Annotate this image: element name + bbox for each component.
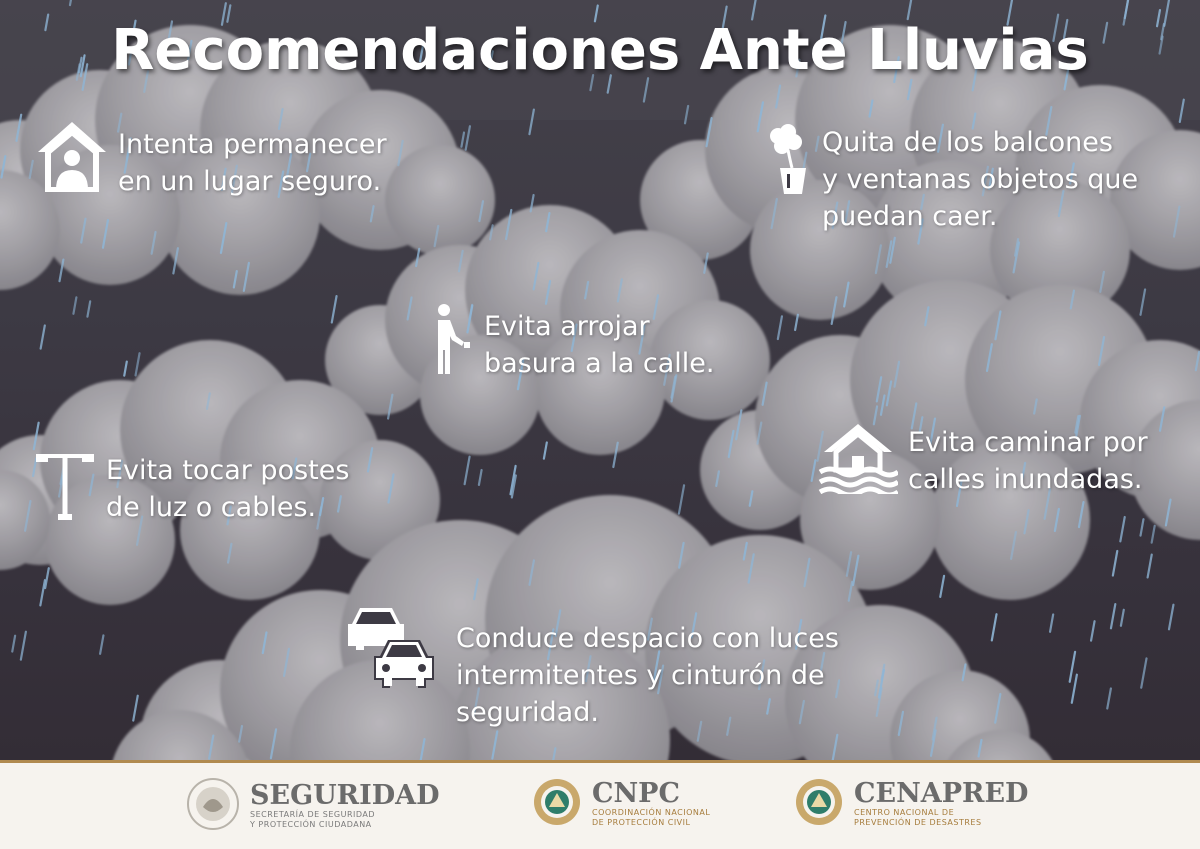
street-lamp-icon [34, 448, 96, 524]
tip-text: Conduce despacio con luces intermitentes y cinturón de seguridad. [456, 623, 839, 728]
page-title: Recomendaciones Ante Lluvias [111, 18, 1089, 83]
tip-stay-safe [36, 118, 387, 200]
flower-pot-icon [764, 124, 812, 200]
cenapred-subtitle: CENTRO NACIONAL DE PREVENCIÓN DE DESASTRES [854, 808, 982, 827]
cnpc-logo [532, 777, 710, 831]
tip-no-littering [430, 302, 714, 382]
mexico-seal-icon [186, 777, 240, 835]
cnpc-subtitle: COORDINACIÓN NACIONAL DE PROTECCIÓN CIVIL [592, 808, 711, 827]
footer-logos [0, 760, 1200, 849]
cenapred-logo [794, 777, 1028, 831]
tip-text: Quita de los balcones y ventanas objetos que puedan caer. [822, 127, 1139, 232]
flooded-house-icon [818, 420, 898, 498]
tip-text: Evita caminar por calles inundadas. [908, 427, 1148, 495]
tip-drive-slowly [344, 604, 839, 731]
cenapred-name: CENAPRED [854, 778, 1029, 809]
two-cars-icon [344, 604, 440, 694]
cnpc-emblem-icon [532, 777, 582, 831]
person-littering-icon [430, 302, 474, 380]
house-person-icon [36, 118, 108, 196]
tip-text: Evita arrojar basura a la calle. [484, 311, 715, 379]
tip-text: Evita tocar postes de luz o cables. [106, 455, 350, 523]
cnpc-name: CNPC [592, 778, 680, 809]
tip-flooded-streets [818, 420, 1148, 498]
seguridad-logo [186, 777, 440, 835]
tip-remove-objects [764, 124, 1138, 235]
tip-avoid-poles [34, 448, 349, 526]
cenapred-emblem-icon [794, 777, 844, 831]
seguridad-name: SEGURIDAD [250, 780, 440, 811]
seguridad-subtitle: SECRETARÍA DE SEGURIDAD Y PROTECCIÓN CIUDADANA [250, 810, 376, 829]
tip-text: Intenta permanecer en un lugar seguro. [118, 129, 387, 197]
